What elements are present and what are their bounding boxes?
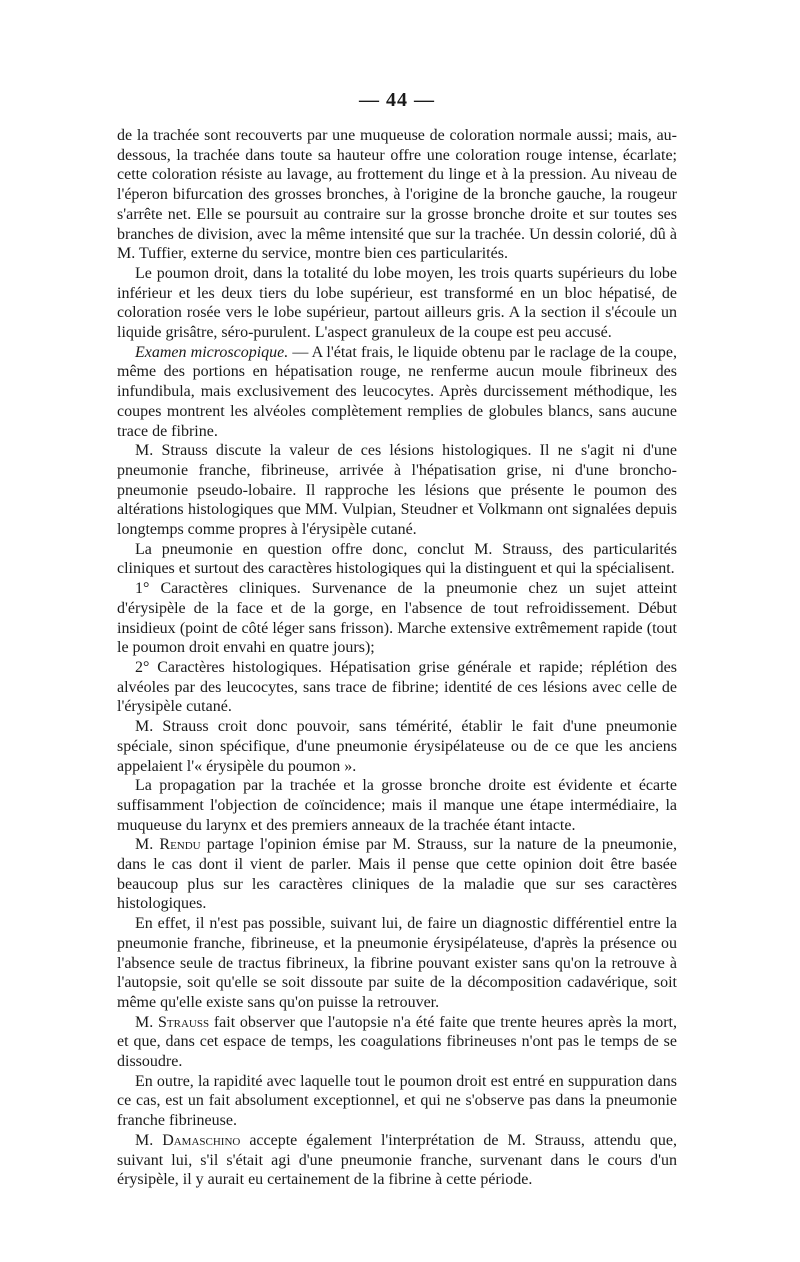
strauss-prefix: M. — [135, 1013, 158, 1031]
paragraph-suppuration: En outre, la rapidité avec laquelle tout le poumon droit est entré en suppuration dans ce cas, est un fait absolument exceptionnel, et qui ne s'observe pas dans la pneumonie franche fibrineuse. — [117, 1072, 677, 1130]
book-page — [117, 88, 677, 1190]
paragraph-strauss-discussion: M. Strauss discute la valeur de ces lésions histologiques. Il ne s'agit ni d'une pneumonie franche, fibrineuse, arrivée à l'hépatisation grise, ni d'une broncho-pneumonie pseudo-lobaire. Il rapproche les lésions que présente le poumon des altérations histologiques que MM. Vulpian, Steudner et Volkmann ont signalées depuis longtemps comme propres à l'érysipèle cutané. — [117, 442, 677, 539]
microscopic-exam-heading: Examen microscopique. — [135, 343, 289, 361]
speaker-name-strauss: Strauss — [158, 1013, 210, 1031]
paragraph-erysipelatous-pneumonia: M. Strauss croit donc pouvoir, sans témérité, établir le fait d'une pneumonie spéciale, sinon spécifique, d'une pneumonie érysipélateuse ou de ce que les anciens appelaient l'« érysipèle du poumon ». — [117, 718, 677, 775]
paragraph-rendu — [117, 835, 677, 914]
rendu-prefix: M. — [135, 836, 160, 854]
paragraph-conclusion: La pneumonie en question offre donc, conclut M. Strauss, des particularités cliniques et surtout des caractères histologiques qui la distinguent et qui la spécialisent. — [117, 540, 677, 578]
paragraph-damaschino — [117, 1131, 677, 1190]
damaschino-text: accepte également l'interprétation de M. Strauss, attendu que, suivant lui, s'il s'était agi d'une pneumonie franche, survenant dans le cours d'un érysipèle, il y aurait eu certainement de la fibrine à cette période. — [117, 1131, 677, 1189]
page-number: — 44 — — [359, 89, 435, 111]
page-body — [117, 126, 677, 1190]
paragraph-clinical-characters: 1° Caractères cliniques. Survenance de la pneumonie chez un sujet atteint d'érysipèle de la face et de la gorge, en l'absence de tout refroidissement. Début insidieux (point de côté léger sans frisson). Marche extensive extrêmement rapide (tout le poumon droit envahi en quatre jours); — [117, 580, 677, 657]
paragraph-differential-diagnosis: En effet, il n'est pas possible, suivant lui, de faire un diagnostic différentiel entre la pneumonie franche, fibrineuse, et la pneumonie érysipélateuse, d'après la présence ou l'absence seule de tractus fibrineux, la fibrine pouvant exister sans qu'on la retrouve à l'autopsie, soit qu'elle se soit dissoute par suite de la décomposition cadavérique, soit même qu'elle existe sans qu'on puisse la retrouver. — [117, 915, 677, 1011]
speaker-name-rendu: Rendu — [159, 836, 201, 854]
microscopic-exam-text: — A l'état frais, le liquide obtenu par le raclage de la coupe, même des portions en hépatisation rouge, ne renferme aucun moule fibrineux des infundibula, mais exclusivement des leucocytes. Après durcissement méthodique, les coupes montrent les alvéoles complètement remplies de globules blancs, sans aucune trace de fibrine. — [117, 343, 677, 440]
strauss-reply-text: fait observer que l'autopsie n'a été faite que trente heures après la mort, et que, dans cet espace de temps, les coagulations fibrineuses n'ont pas le temps de se dissoudre. — [117, 1013, 678, 1071]
paragraph-strauss-reply — [117, 1013, 677, 1072]
paragraph-propagation: La propagation par la trachée et la grosse bronche droite est évidente et écarte suffisamment l'objection de coïncidence; mais il manque une étape intermédiaire, la muqueuse du larynx et des premiers anneaux de la trachée étant intacte. — [117, 777, 677, 834]
rendu-text: partage l'opinion émise par M. Strauss, sur la nature de la pneumonie, dans le cas dont il vient de parler. Mais il pense que cette opinion doit être basée beaucoup plus sur les caractères cliniques de la maladie que sur ses caractères histologiques. — [117, 836, 677, 913]
damaschino-prefix: M. — [135, 1131, 163, 1149]
speaker-name-damaschino: Damaschino — [162, 1131, 241, 1149]
paragraph-microscopic-exam — [117, 343, 677, 442]
paragraph-trachea-description: de la trachée sont recouverts par une muqueuse de coloration normale aussi; mais, au-dessous, la trachée dans toute sa hauteur offre une coloration rouge intense, écarlate; cette coloration résiste au lavage, au frottement du linge et à la pression. Au niveau de l'éperon bifurcation des grosses bronches, à l'origine de la bronche gauche, la rougeur s'arrête net. Elle se poursuit au contraire sur la grosse bronche droite et sur toutes ses branches de division, avec la même intensité que sur la trachée. Un dessin colorié, dû à M. Tuffier, externe du service, montre bien ces particularités. — [117, 127, 677, 263]
paragraph-right-lung: Le poumon droit, dans la totalité du lobe moyen, les trois quarts supérieurs du lobe inférieur et les deux tiers du lobe supérieur, est transformé en un bloc hépatisé, de coloration rosée vers le lobe supérieur, partout ailleurs gris. A la section il s'écoule un liquide grisâtre, séro-purulent. L'aspect granuleux de la coupe est peu accusé. — [117, 264, 677, 342]
paragraph-histological-characters: 2° Caractères histologiques. Hépatisation grise générale et rapide; réplétion des alvéoles par des leucocytes, sans trace de fibrine; identité de ces lésions avec celle de l'érysipèle cutané. — [117, 658, 677, 716]
